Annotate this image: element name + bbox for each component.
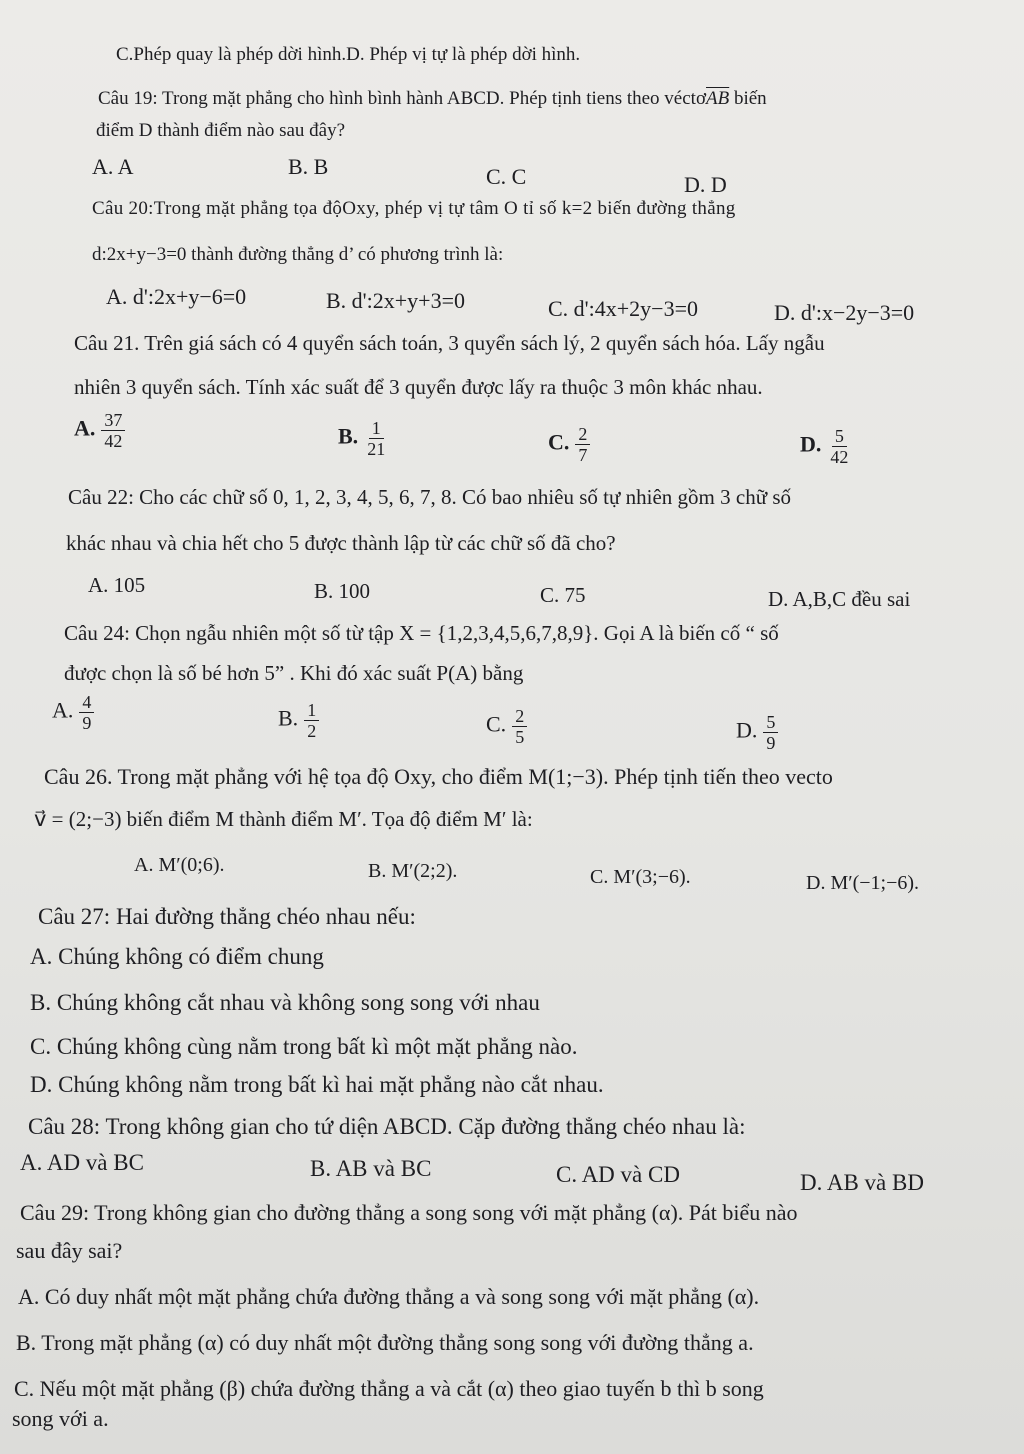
q26-option-a: A. M′(0;6). — [134, 854, 225, 876]
question-19-text-end: biến — [729, 88, 767, 109]
q22-option-a: A. 105 — [88, 573, 146, 597]
q21-option-b — [338, 418, 388, 459]
fraction-numerator: 5 — [763, 712, 778, 733]
question-20-line-1: Câu 20:Trong mặt phẳng tọa độOxy, phép vị tự tâm O tỉ số k=2 biến đường thẳng — [92, 198, 736, 219]
q24-option-b-label: B. — [278, 705, 299, 731]
question-19-text: Câu 19: Trong mặt phẳng cho hình bình hành ABCD. Phép tịnh tiens theo véctơ — [98, 88, 706, 109]
q24-option-a-fraction — [79, 692, 94, 733]
vector-ab: $\overline{AB}$ — [706, 88, 730, 109]
q24-option-b — [278, 700, 319, 741]
question-22-line-1: Câu 22: Cho các chữ số 0, 1, 2, 3, 4, 5, 6, 7, 8. Có bao nhiêu số tự nhiên gồm 3 chữ số — [68, 485, 791, 509]
fraction-numerator: 4 — [79, 692, 94, 713]
text-line-c-d-prev: C.Phép quay là phép dời hình.D. Phép vị tự là phép dời hình. — [116, 44, 581, 65]
q20-option-d: D. d':x−2y−3=0 — [774, 300, 915, 325]
question-24-line-1: Câu 24: Chọn ngẫu nhiên một số từ tập X = {1,2,3,4,5,6,7,8,9}. Gọi A là biến cố “ số — [64, 621, 779, 645]
q26-option-b: B. M′(2;2). — [368, 860, 458, 882]
q28-option-c: C. AD và CD — [556, 1162, 680, 1187]
question-19-line-2: điểm D thành điểm nào sau đây? — [96, 120, 346, 141]
fraction-numerator: 37 — [101, 410, 125, 431]
fraction-denominator: 21 — [367, 439, 386, 459]
fraction-denominator: 5 — [515, 727, 525, 747]
question-20-line-2: d:2x+y−3=0 thành đường thẳng d’ có phương trình là: — [92, 244, 504, 265]
q21-option-c-fraction — [575, 424, 590, 465]
q21-option-b-fraction — [364, 418, 388, 459]
q28-option-b: B. AB và BC — [310, 1156, 432, 1181]
question-28-title: Câu 28: Trong không gian cho tứ diện ABCD. Cặp đường thẳng chéo nhau là: — [28, 1114, 746, 1139]
q28-option-a: A. AD và BC — [20, 1150, 144, 1175]
q20-option-b: B. d':2x+y+3=0 — [326, 288, 465, 313]
q22-option-c: C. 75 — [540, 583, 586, 607]
q26-option-d: D. M′(−1;−6). — [806, 872, 920, 894]
q19-option-b: B. B — [288, 154, 329, 179]
q29-option-c-cont: song với a. — [12, 1406, 109, 1431]
q21-option-d-label: D. — [800, 431, 822, 457]
question-24-line-2: được chọn là số bé hơn 5” . Khi đó xác suất P(A) bằng — [64, 661, 524, 685]
q24-option-d-fraction — [763, 712, 778, 753]
question-26-line-1: Câu 26. Trong mặt phẳng với hệ tọa độ Oxy, cho điểm M(1;−3). Phép tịnh tiến theo vecto — [44, 764, 833, 789]
fraction-denominator: 9 — [766, 733, 776, 753]
q21-option-c-label: C. — [548, 429, 570, 455]
q21-option-c — [548, 424, 590, 465]
q28-option-d: D. AB và BD — [800, 1170, 924, 1195]
q20-option-c: C. d':4x+2y−3=0 — [548, 296, 698, 321]
q24-option-b-fraction — [304, 700, 319, 741]
fraction-numerator: 5 — [832, 426, 847, 447]
fraction-numerator: 1 — [304, 700, 319, 721]
question-22-line-2: khác nhau và chia hết cho 5 được thành lập từ các chữ số đã cho? — [66, 531, 616, 555]
q21-option-d-fraction — [827, 426, 851, 467]
fraction-denominator: 42 — [830, 447, 849, 467]
fraction-denominator: 2 — [307, 721, 317, 741]
q29-option-c: C. Nếu một mặt phẳng (β) chứa đường thẳng a và cắt (α) theo giao tuyến b thì b song — [14, 1376, 764, 1401]
question-19-line-1 — [98, 86, 767, 112]
q22-option-d: D. A,B,C đều sai — [768, 587, 911, 611]
question-29-line-1: Câu 29: Trong không gian cho đường thẳng a song song với mặt phẳng (α). Pát biểu nào — [20, 1200, 798, 1225]
q24-option-c — [486, 706, 527, 747]
q27-option-d: D. Chúng không nằm trong bất kì hai mặt phẳng nào cắt nhau. — [30, 1072, 604, 1097]
fraction-numerator: 1 — [369, 418, 384, 439]
q24-option-c-label: C. — [486, 711, 507, 737]
q24-option-d-label: D. — [736, 717, 758, 743]
question-21-line-1: Câu 21. Trên giá sách có 4 quyển sách toán, 3 quyển sách lý, 2 quyển sách hóa. Lấy ngẫu — [74, 331, 825, 355]
q29-option-b: B. Trong mặt phẳng (α) có duy nhất một đường thẳng song song với đường thẳng a. — [16, 1330, 754, 1355]
fraction-numerator: 2 — [575, 424, 590, 445]
fraction-denominator: 7 — [578, 445, 588, 465]
q21-option-a-fraction — [101, 410, 125, 451]
q19-option-c: C. C — [486, 164, 527, 189]
q27-option-c: C. Chúng không cùng nằm trong bất kì một mặt phẳng nào. — [30, 1034, 578, 1059]
q21-option-a — [74, 410, 125, 451]
q20-option-a: A. d':2x+y−6=0 — [106, 284, 247, 309]
question-29-line-2: sau đây sai? — [16, 1238, 123, 1263]
q19-option-d: D. D — [684, 172, 727, 197]
q27-option-b: B. Chúng không cắt nhau và không song song với nhau — [30, 990, 540, 1015]
q29-option-a: A. Có duy nhất một mặt phẳng chứa đường thẳng a và song song với mặt phẳng (α). — [18, 1284, 760, 1309]
question-21-line-2: nhiên 3 quyển sách. Tính xác suất để 3 quyển được lấy ra thuộc 3 môn khác nhau. — [74, 375, 763, 399]
q19-option-a: A. A — [92, 154, 134, 179]
question-26-line-2: v⃗ = (2;−3) biến điểm M thành điểm M′. Tọa độ điểm M′ là: — [34, 807, 533, 831]
q26-option-c: C. M′(3;−6). — [590, 866, 691, 888]
q24-option-a-label: A. — [52, 697, 74, 723]
fraction-denominator: 9 — [82, 713, 92, 733]
q21-option-a-label: A. — [74, 415, 96, 441]
fraction-denominator: 42 — [104, 431, 123, 451]
q24-option-d — [736, 712, 778, 753]
q21-option-d — [800, 426, 851, 467]
q24-option-c-fraction — [512, 706, 527, 747]
q22-option-b: B. 100 — [314, 579, 371, 603]
q24-option-a — [52, 692, 94, 733]
fraction-numerator: 2 — [512, 706, 527, 727]
q27-option-a: A. Chúng không có điểm chung — [30, 944, 324, 969]
q21-option-b-label: B. — [338, 423, 359, 449]
question-27-title: Câu 27: Hai đường thẳng chéo nhau nếu: — [38, 904, 416, 929]
